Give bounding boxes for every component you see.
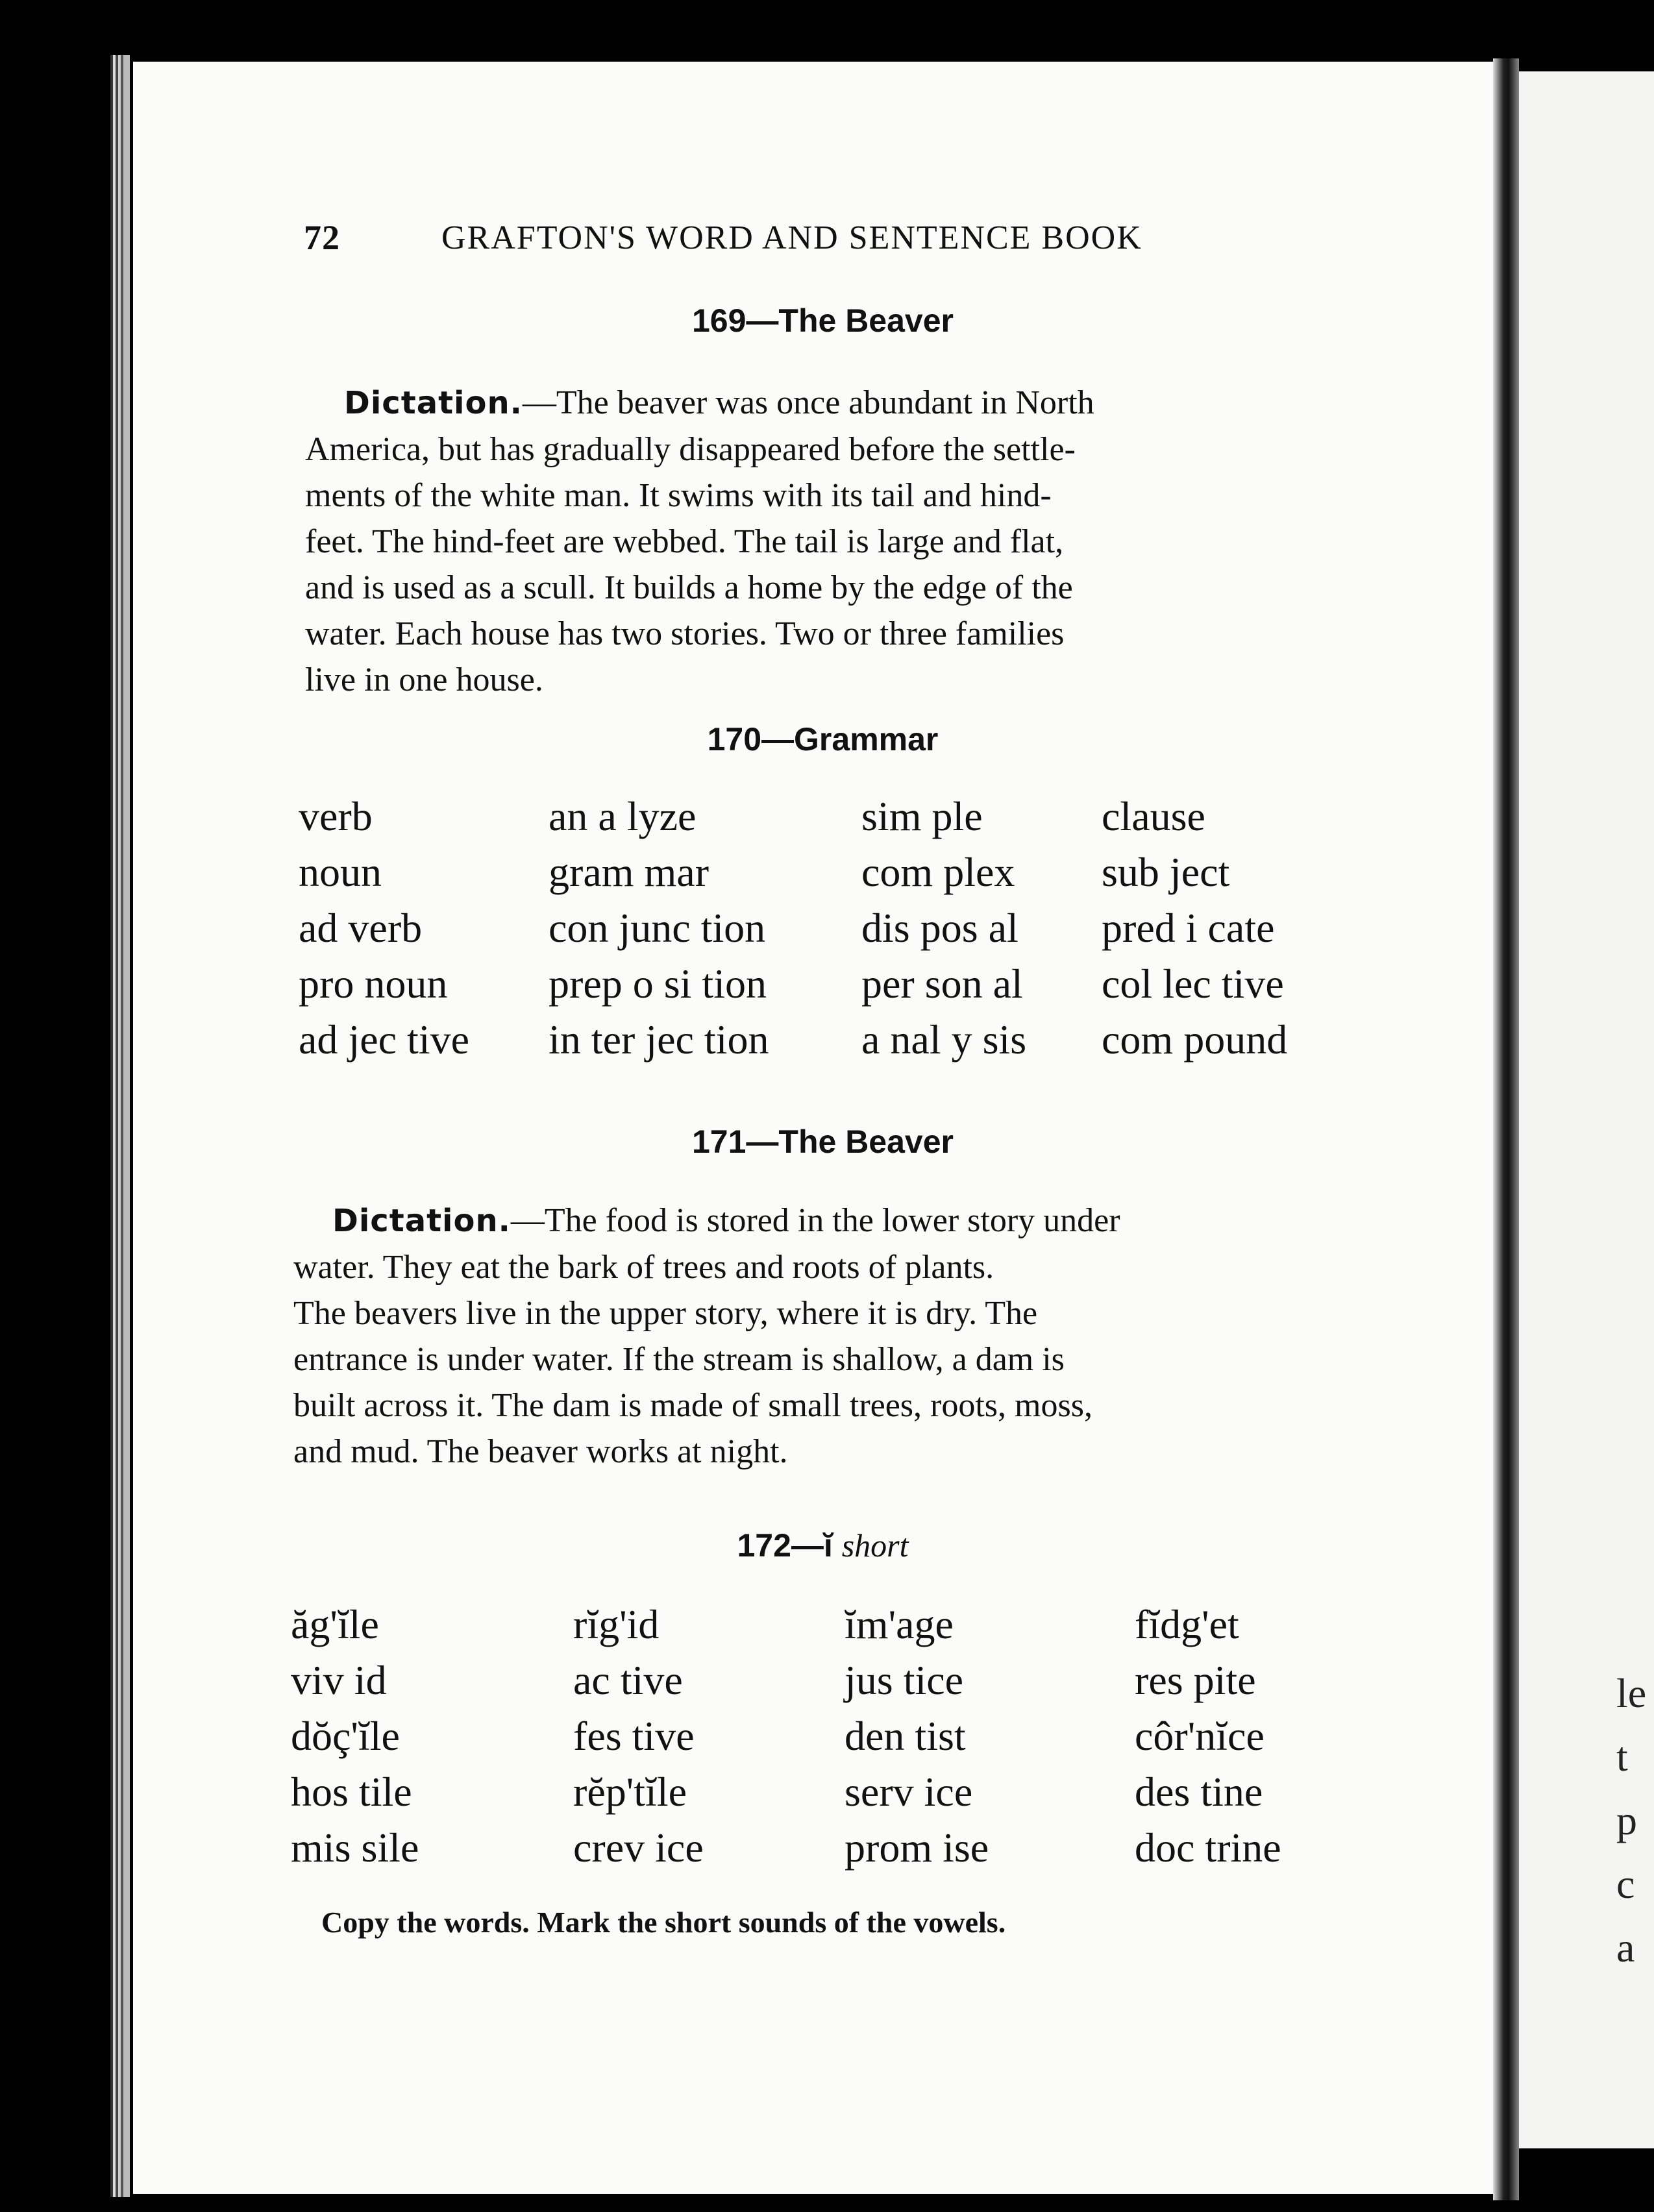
paragraph-line: water. Each house has two stories. Two or three families [305, 615, 1065, 652]
paragraph-line: live in one house. [305, 661, 543, 698]
word-column [549, 789, 769, 1068]
word-item: com plex [861, 849, 1015, 895]
word-item: dŏç'ĭle [291, 1713, 400, 1759]
word-item: fes tive [573, 1713, 695, 1759]
word-item: dis pos al [861, 905, 1018, 951]
word-item: ad verb [299, 905, 423, 951]
paragraph-line: Dictation.—The beaver was once abundant in North [344, 384, 1094, 421]
word-item: verb [299, 793, 373, 839]
page-header [304, 217, 1381, 276]
word-column [299, 789, 469, 1068]
paragraph-line: and mud. The beaver works at night. [293, 1433, 788, 1470]
paragraph-line: Dictation.—The food is stored in the lower story under [332, 1202, 1120, 1239]
word-item: serv ice [845, 1769, 973, 1815]
exercise-instruction: Copy the words. Mark the short sounds of the vowels. [321, 1906, 1006, 1939]
word-column [291, 1597, 419, 1876]
word-item: rĕp'tĭle [573, 1769, 687, 1815]
word-item: sub ject [1102, 849, 1230, 895]
paragraph-line: America, but has gradually disappeared before the settle- [305, 431, 1076, 468]
word-item: ac tive [573, 1657, 683, 1703]
word-item: viv id [291, 1657, 387, 1703]
word-item: doc trine [1135, 1825, 1281, 1871]
word-item: clause [1102, 793, 1205, 839]
word-column [861, 789, 1026, 1068]
facing-letter: p [1616, 1797, 1637, 1843]
word-item: noun [299, 849, 382, 895]
word-item: pro noun [299, 961, 448, 1007]
paragraph-line: built across it. The dam is made of small trees, roots, moss, [293, 1387, 1092, 1424]
word-item: fĭdg'et [1135, 1601, 1239, 1647]
word-item: hos tile [291, 1769, 412, 1815]
word-item: prep o si tion [549, 961, 767, 1007]
word-item: crev ice [573, 1825, 704, 1871]
word-item: com pound [1102, 1016, 1288, 1063]
page-number: 72 [304, 218, 340, 257]
word-item: in ter jec tion [549, 1016, 769, 1063]
dictation-label: Dictation. [332, 1203, 511, 1239]
short-i-word-table [291, 1597, 1329, 1882]
section-title [133, 1527, 1512, 1564]
paragraph-line: and is used as a scull. It builds a home by the edge of the [305, 569, 1073, 606]
word-item: pred i cate [1102, 905, 1275, 951]
dictation-label: Dictation. [344, 385, 523, 421]
word-column [845, 1597, 989, 1876]
word-item: côr'nĭce [1135, 1713, 1265, 1759]
word-item: ad jec tive [299, 1016, 469, 1063]
running-head: GRAFTON'S WORD AND SENTENCE BOOK [441, 219, 1142, 256]
facing-letter: c [1616, 1861, 1635, 1907]
word-item: prom ise [845, 1825, 989, 1871]
word-item: an a lyze [549, 793, 697, 839]
word-item: des tine [1135, 1769, 1263, 1815]
facing-page-text [1616, 1662, 1654, 1980]
facing-letter: a [1616, 1924, 1635, 1971]
facing-letter: le [1616, 1670, 1647, 1716]
word-item: sim ple [861, 793, 983, 839]
word-item: ĭm'age [845, 1601, 954, 1647]
word-item: rĭg'id [573, 1601, 660, 1647]
word-item: col lec tive [1102, 961, 1284, 1007]
word-item: con junc tion [549, 905, 766, 951]
word-item: ăg'ĭle [291, 1601, 379, 1647]
section-title-prefix: 172—ĭ [737, 1527, 842, 1564]
facing-letter: t [1616, 1734, 1628, 1780]
paragraph-line: entrance is under water. If the stream is shallow, a dam is [293, 1341, 1065, 1378]
dictation-paragraph [293, 1198, 1316, 1475]
word-column [1102, 789, 1287, 1068]
paragraph-line: The beavers live in the upper story, where it is dry. The [293, 1295, 1038, 1332]
section-title: 171—The Beaver [691, 1124, 954, 1160]
word-column [573, 1597, 704, 1876]
section-title: 170—Grammar [707, 721, 939, 757]
word-item: gram mar [549, 849, 709, 895]
page-edge-stack [110, 55, 130, 2197]
grammar-word-table [299, 789, 1337, 1074]
section-title-italic: short [841, 1527, 909, 1564]
word-item: res pite [1135, 1657, 1256, 1703]
section-title: 169—The Beaver [691, 302, 954, 339]
word-item: a nal y sis [861, 1016, 1027, 1063]
paragraph-line: water. They eat the bark of trees and roots of plants. [293, 1249, 994, 1286]
word-column [1135, 1597, 1281, 1876]
word-item: den tist [845, 1713, 966, 1759]
dictation-paragraph [305, 380, 1321, 703]
paragraph-line: ments of the white man. It swims with its tail and hind- [305, 477, 1052, 514]
word-item: mis sile [291, 1825, 419, 1871]
paragraph-line: feet. The hind-feet are webbed. The tail is large and flat, [305, 523, 1064, 560]
word-item: jus tice [845, 1657, 964, 1703]
word-item: per son al [861, 961, 1023, 1007]
